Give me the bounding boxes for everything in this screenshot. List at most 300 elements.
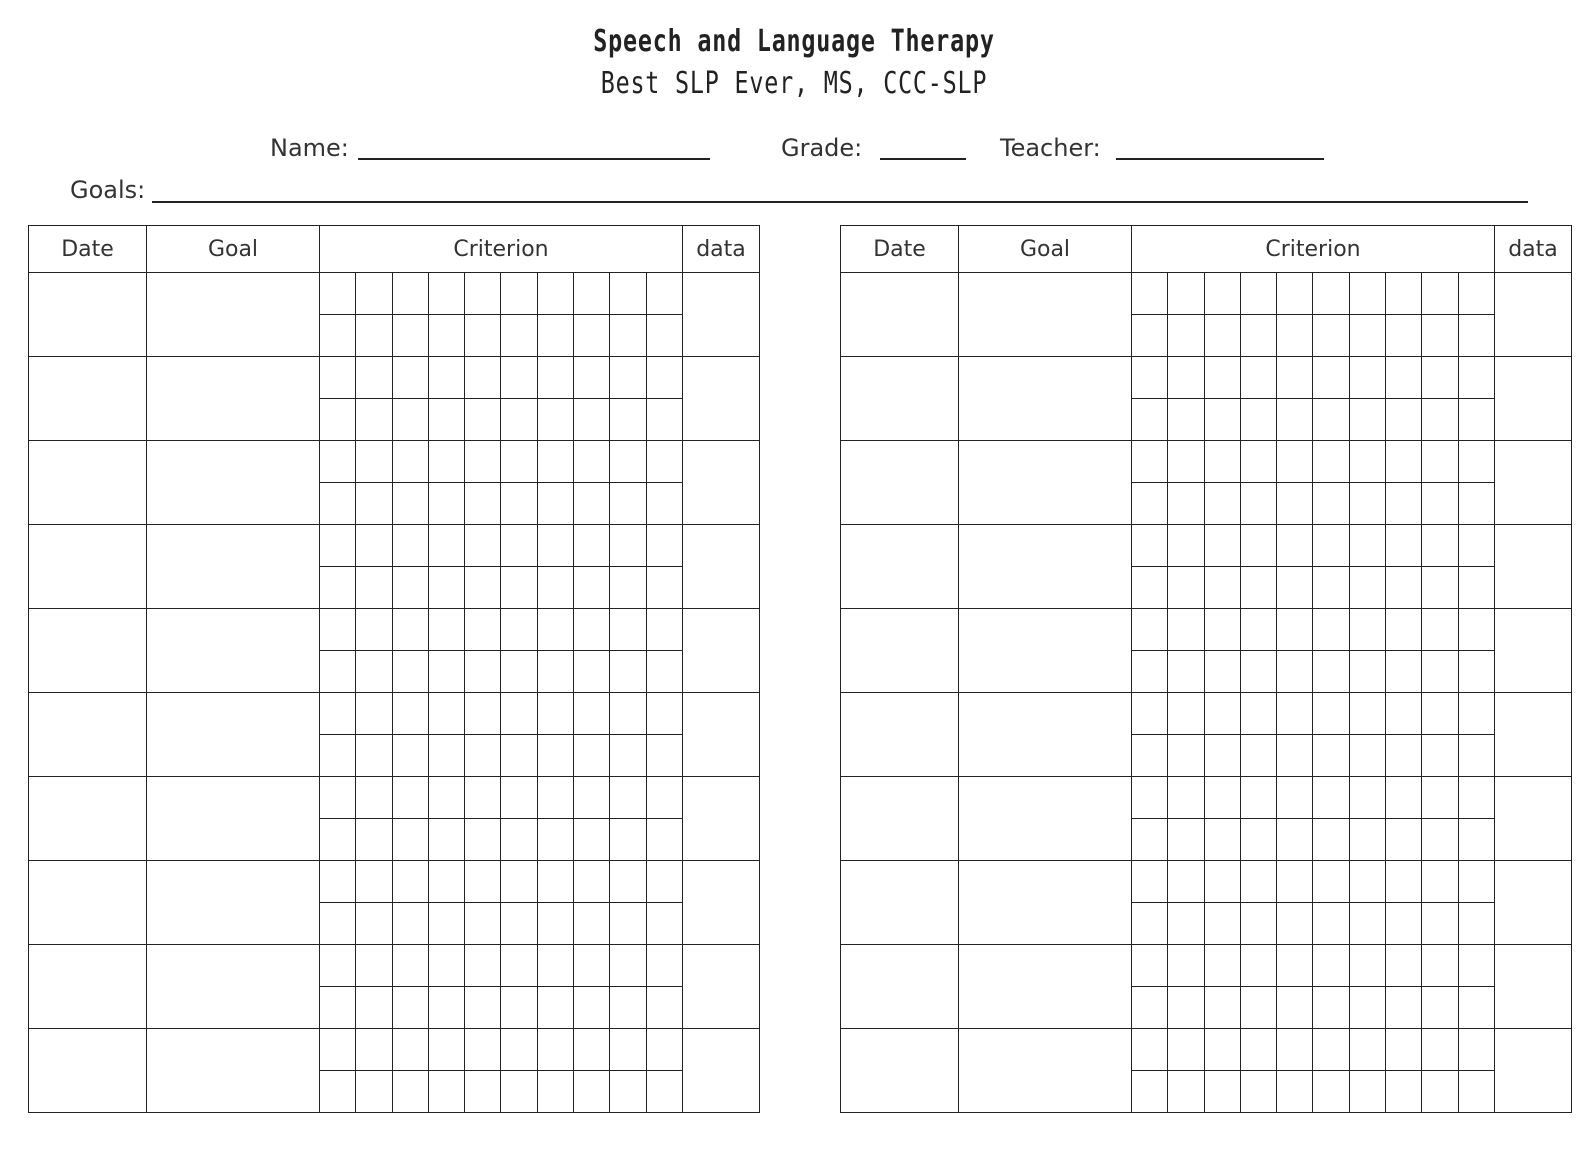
grade-field-line[interactable] [880, 158, 966, 160]
criterion-box[interactable] [537, 567, 573, 609]
criterion-box[interactable] [501, 567, 537, 609]
criterion-box[interactable] [646, 945, 682, 987]
criterion-box[interactable] [1386, 861, 1422, 903]
criterion-box[interactable] [1458, 651, 1494, 693]
criterion-box[interactable] [1313, 441, 1349, 483]
criterion-box[interactable] [1204, 735, 1240, 777]
criterion-box[interactable] [610, 693, 646, 735]
criterion-box[interactable] [1240, 1071, 1276, 1113]
criterion-box[interactable] [1458, 1071, 1494, 1113]
criterion-box[interactable] [1277, 945, 1313, 987]
date-cell[interactable] [841, 525, 959, 609]
goals-field-line[interactable] [152, 201, 1528, 203]
criterion-box[interactable] [1422, 567, 1458, 609]
criterion-box[interactable] [1458, 357, 1494, 399]
criterion-box[interactable] [428, 525, 464, 567]
criterion-box[interactable] [1422, 693, 1458, 735]
criterion-box[interactable] [1349, 1071, 1385, 1113]
data-cell[interactable] [682, 273, 759, 357]
criterion-box[interactable] [392, 735, 428, 777]
criterion-box[interactable] [1313, 651, 1349, 693]
criterion-box[interactable] [356, 1029, 392, 1071]
criterion-box[interactable] [1277, 441, 1313, 483]
criterion-box[interactable] [1168, 1071, 1204, 1113]
data-cell[interactable] [1494, 273, 1571, 357]
criterion-box[interactable] [646, 483, 682, 525]
criterion-box[interactable] [610, 861, 646, 903]
criterion-box[interactable] [428, 903, 464, 945]
criterion-box[interactable] [1168, 273, 1204, 315]
criterion-box[interactable] [1204, 315, 1240, 357]
criterion-box[interactable] [1277, 987, 1313, 1029]
criterion-box[interactable] [392, 273, 428, 315]
criterion-box[interactable] [574, 693, 610, 735]
criterion-box[interactable] [1132, 441, 1168, 483]
criterion-box[interactable] [1386, 777, 1422, 819]
criterion-box[interactable] [1349, 903, 1385, 945]
criterion-box[interactable] [1240, 399, 1276, 441]
criterion-box[interactable] [320, 483, 356, 525]
criterion-box[interactable] [428, 1071, 464, 1113]
criterion-box[interactable] [320, 945, 356, 987]
criterion-box[interactable] [1422, 273, 1458, 315]
criterion-box[interactable] [356, 357, 392, 399]
criterion-box[interactable] [537, 1029, 573, 1071]
criterion-box[interactable] [1132, 861, 1168, 903]
criterion-box[interactable] [1422, 525, 1458, 567]
data-cell[interactable] [1494, 441, 1571, 525]
criterion-box[interactable] [501, 1029, 537, 1071]
criterion-box[interactable] [356, 1071, 392, 1113]
criterion-box[interactable] [356, 651, 392, 693]
criterion-box[interactable] [1422, 315, 1458, 357]
criterion-box[interactable] [610, 735, 646, 777]
criterion-box[interactable] [356, 441, 392, 483]
criterion-box[interactable] [1168, 567, 1204, 609]
criterion-box[interactable] [1240, 861, 1276, 903]
criterion-box[interactable] [1313, 819, 1349, 861]
data-cell[interactable] [1494, 777, 1571, 861]
criterion-box[interactable] [1132, 945, 1168, 987]
date-cell[interactable] [29, 441, 147, 525]
criterion-box[interactable] [356, 945, 392, 987]
criterion-box[interactable] [574, 735, 610, 777]
data-cell[interactable] [682, 441, 759, 525]
criterion-box[interactable] [1204, 567, 1240, 609]
criterion-box[interactable] [610, 945, 646, 987]
date-cell[interactable] [841, 609, 959, 693]
criterion-box[interactable] [537, 1071, 573, 1113]
goal-cell[interactable] [959, 945, 1132, 1029]
criterion-box[interactable] [428, 987, 464, 1029]
goal-cell[interactable] [959, 357, 1132, 441]
criterion-box[interactable] [1349, 357, 1385, 399]
criterion-box[interactable] [1204, 903, 1240, 945]
criterion-box[interactable] [465, 357, 501, 399]
criterion-box[interactable] [1349, 819, 1385, 861]
criterion-box[interactable] [465, 525, 501, 567]
criterion-box[interactable] [356, 861, 392, 903]
criterion-box[interactable] [1458, 777, 1494, 819]
criterion-box[interactable] [646, 441, 682, 483]
criterion-box[interactable] [356, 567, 392, 609]
criterion-box[interactable] [1313, 273, 1349, 315]
data-cell[interactable] [682, 945, 759, 1029]
criterion-box[interactable] [1386, 399, 1422, 441]
criterion-box[interactable] [1313, 1029, 1349, 1071]
criterion-box[interactable] [1458, 609, 1494, 651]
criterion-box[interactable] [1240, 357, 1276, 399]
criterion-box[interactable] [574, 483, 610, 525]
date-cell[interactable] [29, 693, 147, 777]
criterion-box[interactable] [1386, 315, 1422, 357]
criterion-box[interactable] [610, 651, 646, 693]
criterion-box[interactable] [356, 609, 392, 651]
criterion-box[interactable] [392, 987, 428, 1029]
criterion-box[interactable] [428, 945, 464, 987]
criterion-box[interactable] [465, 945, 501, 987]
date-cell[interactable] [841, 861, 959, 945]
criterion-box[interactable] [1132, 273, 1168, 315]
criterion-box[interactable] [1277, 819, 1313, 861]
data-cell[interactable] [1494, 609, 1571, 693]
criterion-box[interactable] [1458, 483, 1494, 525]
criterion-box[interactable] [392, 945, 428, 987]
teacher-field-line[interactable] [1116, 158, 1324, 160]
criterion-box[interactable] [428, 693, 464, 735]
criterion-box[interactable] [1132, 903, 1168, 945]
criterion-box[interactable] [1458, 693, 1494, 735]
criterion-box[interactable] [1168, 399, 1204, 441]
criterion-box[interactable] [574, 651, 610, 693]
criterion-box[interactable] [1132, 357, 1168, 399]
criterion-box[interactable] [320, 399, 356, 441]
criterion-box[interactable] [1458, 399, 1494, 441]
criterion-box[interactable] [501, 315, 537, 357]
criterion-box[interactable] [646, 1029, 682, 1071]
criterion-box[interactable] [610, 987, 646, 1029]
criterion-box[interactable] [610, 903, 646, 945]
criterion-box[interactable] [501, 483, 537, 525]
criterion-box[interactable] [1386, 987, 1422, 1029]
criterion-box[interactable] [574, 1071, 610, 1113]
criterion-box[interactable] [1240, 693, 1276, 735]
criterion-box[interactable] [646, 609, 682, 651]
criterion-box[interactable] [537, 651, 573, 693]
criterion-box[interactable] [356, 777, 392, 819]
criterion-box[interactable] [1386, 525, 1422, 567]
criterion-box[interactable] [1240, 273, 1276, 315]
criterion-box[interactable] [320, 357, 356, 399]
criterion-box[interactable] [392, 525, 428, 567]
criterion-box[interactable] [1458, 273, 1494, 315]
criterion-box[interactable] [1204, 945, 1240, 987]
criterion-box[interactable] [428, 483, 464, 525]
criterion-box[interactable] [320, 651, 356, 693]
criterion-box[interactable] [356, 273, 392, 315]
criterion-box[interactable] [1386, 903, 1422, 945]
data-cell[interactable] [1494, 1029, 1571, 1113]
criterion-box[interactable] [1132, 483, 1168, 525]
criterion-box[interactable] [392, 1029, 428, 1071]
criterion-box[interactable] [320, 609, 356, 651]
criterion-box[interactable] [1313, 777, 1349, 819]
criterion-box[interactable] [1313, 945, 1349, 987]
criterion-box[interactable] [1422, 441, 1458, 483]
criterion-box[interactable] [574, 441, 610, 483]
criterion-box[interactable] [392, 819, 428, 861]
goal-cell[interactable] [147, 693, 320, 777]
criterion-box[interactable] [1386, 651, 1422, 693]
criterion-box[interactable] [1168, 1029, 1204, 1071]
criterion-box[interactable] [1349, 693, 1385, 735]
criterion-box[interactable] [320, 735, 356, 777]
data-cell[interactable] [1494, 861, 1571, 945]
goal-cell[interactable] [959, 861, 1132, 945]
date-cell[interactable] [841, 693, 959, 777]
criterion-box[interactable] [465, 567, 501, 609]
criterion-box[interactable] [428, 1029, 464, 1071]
criterion-box[interactable] [1422, 861, 1458, 903]
goal-cell[interactable] [959, 441, 1132, 525]
data-cell[interactable] [1494, 693, 1571, 777]
criterion-box[interactable] [428, 567, 464, 609]
criterion-box[interactable] [1132, 651, 1168, 693]
data-cell[interactable] [1494, 525, 1571, 609]
criterion-box[interactable] [1386, 735, 1422, 777]
criterion-box[interactable] [646, 357, 682, 399]
data-cell[interactable] [682, 861, 759, 945]
criterion-box[interactable] [1240, 945, 1276, 987]
data-cell[interactable] [682, 609, 759, 693]
criterion-box[interactable] [537, 693, 573, 735]
goal-cell[interactable] [959, 693, 1132, 777]
criterion-box[interactable] [646, 693, 682, 735]
criterion-box[interactable] [1240, 819, 1276, 861]
criterion-box[interactable] [1422, 903, 1458, 945]
criterion-box[interactable] [501, 777, 537, 819]
criterion-box[interactable] [356, 483, 392, 525]
criterion-box[interactable] [1386, 357, 1422, 399]
criterion-box[interactable] [356, 525, 392, 567]
criterion-box[interactable] [1277, 525, 1313, 567]
criterion-box[interactable] [574, 861, 610, 903]
criterion-box[interactable] [1458, 441, 1494, 483]
criterion-box[interactable] [646, 819, 682, 861]
criterion-box[interactable] [501, 273, 537, 315]
criterion-box[interactable] [1240, 483, 1276, 525]
criterion-box[interactable] [428, 273, 464, 315]
criterion-box[interactable] [1386, 483, 1422, 525]
goal-cell[interactable] [959, 1029, 1132, 1113]
criterion-box[interactable] [465, 483, 501, 525]
criterion-box[interactable] [392, 777, 428, 819]
criterion-box[interactable] [1277, 777, 1313, 819]
criterion-box[interactable] [1349, 315, 1385, 357]
criterion-box[interactable] [574, 609, 610, 651]
criterion-box[interactable] [1313, 903, 1349, 945]
criterion-box[interactable] [646, 399, 682, 441]
criterion-box[interactable] [1313, 567, 1349, 609]
date-cell[interactable] [29, 945, 147, 1029]
criterion-box[interactable] [1168, 735, 1204, 777]
data-cell[interactable] [682, 525, 759, 609]
criterion-box[interactable] [1349, 483, 1385, 525]
criterion-box[interactable] [1458, 525, 1494, 567]
criterion-box[interactable] [1204, 987, 1240, 1029]
criterion-box[interactable] [465, 819, 501, 861]
criterion-box[interactable] [356, 735, 392, 777]
criterion-box[interactable] [320, 1029, 356, 1071]
criterion-box[interactable] [428, 609, 464, 651]
goal-cell[interactable] [147, 1029, 320, 1113]
criterion-box[interactable] [1422, 735, 1458, 777]
criterion-box[interactable] [610, 525, 646, 567]
criterion-box[interactable] [537, 735, 573, 777]
criterion-box[interactable] [537, 441, 573, 483]
criterion-box[interactable] [1386, 693, 1422, 735]
criterion-box[interactable] [392, 1071, 428, 1113]
criterion-box[interactable] [320, 525, 356, 567]
criterion-box[interactable] [646, 861, 682, 903]
criterion-box[interactable] [1204, 777, 1240, 819]
criterion-box[interactable] [610, 1071, 646, 1113]
criterion-box[interactable] [1168, 945, 1204, 987]
criterion-box[interactable] [1349, 399, 1385, 441]
criterion-box[interactable] [1132, 735, 1168, 777]
goal-cell[interactable] [147, 441, 320, 525]
criterion-box[interactable] [428, 441, 464, 483]
criterion-box[interactable] [1277, 651, 1313, 693]
criterion-box[interactable] [574, 315, 610, 357]
criterion-box[interactable] [1422, 609, 1458, 651]
criterion-box[interactable] [1386, 609, 1422, 651]
criterion-box[interactable] [428, 315, 464, 357]
criterion-box[interactable] [428, 651, 464, 693]
criterion-box[interactable] [610, 819, 646, 861]
goal-cell[interactable] [959, 273, 1132, 357]
criterion-box[interactable] [320, 903, 356, 945]
criterion-box[interactable] [1313, 693, 1349, 735]
criterion-box[interactable] [1204, 651, 1240, 693]
criterion-box[interactable] [1132, 315, 1168, 357]
criterion-box[interactable] [610, 315, 646, 357]
criterion-box[interactable] [1386, 1071, 1422, 1113]
criterion-box[interactable] [1349, 567, 1385, 609]
criterion-box[interactable] [1240, 735, 1276, 777]
criterion-box[interactable] [537, 399, 573, 441]
criterion-box[interactable] [501, 441, 537, 483]
criterion-box[interactable] [392, 651, 428, 693]
criterion-box[interactable] [1132, 987, 1168, 1029]
criterion-box[interactable] [501, 651, 537, 693]
date-cell[interactable] [841, 945, 959, 1029]
criterion-box[interactable] [646, 903, 682, 945]
criterion-box[interactable] [1313, 483, 1349, 525]
criterion-box[interactable] [392, 441, 428, 483]
criterion-box[interactable] [610, 609, 646, 651]
criterion-box[interactable] [1277, 609, 1313, 651]
criterion-box[interactable] [320, 273, 356, 315]
criterion-box[interactable] [1458, 567, 1494, 609]
criterion-box[interactable] [610, 399, 646, 441]
criterion-box[interactable] [1458, 945, 1494, 987]
criterion-box[interactable] [1313, 609, 1349, 651]
criterion-box[interactable] [501, 987, 537, 1029]
criterion-box[interactable] [646, 525, 682, 567]
criterion-box[interactable] [646, 1071, 682, 1113]
criterion-box[interactable] [320, 777, 356, 819]
criterion-box[interactable] [1422, 819, 1458, 861]
criterion-box[interactable] [392, 357, 428, 399]
goal-cell[interactable] [147, 945, 320, 1029]
criterion-box[interactable] [574, 945, 610, 987]
criterion-box[interactable] [465, 273, 501, 315]
criterion-box[interactable] [1386, 1029, 1422, 1071]
criterion-box[interactable] [392, 609, 428, 651]
criterion-box[interactable] [1204, 357, 1240, 399]
criterion-box[interactable] [1277, 1029, 1313, 1071]
criterion-box[interactable] [428, 777, 464, 819]
criterion-box[interactable] [1458, 1029, 1494, 1071]
criterion-box[interactable] [465, 441, 501, 483]
criterion-box[interactable] [392, 567, 428, 609]
criterion-box[interactable] [537, 903, 573, 945]
criterion-box[interactable] [320, 861, 356, 903]
criterion-box[interactable] [465, 315, 501, 357]
criterion-box[interactable] [465, 987, 501, 1029]
criterion-box[interactable] [356, 903, 392, 945]
criterion-box[interactable] [356, 987, 392, 1029]
criterion-box[interactable] [610, 483, 646, 525]
criterion-box[interactable] [1204, 861, 1240, 903]
criterion-box[interactable] [537, 483, 573, 525]
criterion-box[interactable] [1240, 903, 1276, 945]
criterion-box[interactable] [1168, 819, 1204, 861]
criterion-box[interactable] [465, 861, 501, 903]
criterion-box[interactable] [1386, 567, 1422, 609]
criterion-box[interactable] [1277, 693, 1313, 735]
criterion-box[interactable] [465, 651, 501, 693]
criterion-box[interactable] [320, 987, 356, 1029]
criterion-box[interactable] [501, 525, 537, 567]
criterion-box[interactable] [1240, 987, 1276, 1029]
criterion-box[interactable] [392, 483, 428, 525]
goal-cell[interactable] [147, 609, 320, 693]
criterion-box[interactable] [646, 987, 682, 1029]
criterion-box[interactable] [1277, 1071, 1313, 1113]
criterion-box[interactable] [646, 651, 682, 693]
goal-cell[interactable] [147, 525, 320, 609]
criterion-box[interactable] [1204, 273, 1240, 315]
data-cell[interactable] [682, 1029, 759, 1113]
criterion-box[interactable] [574, 399, 610, 441]
criterion-box[interactable] [320, 315, 356, 357]
date-cell[interactable] [29, 525, 147, 609]
criterion-box[interactable] [1386, 441, 1422, 483]
criterion-box[interactable] [465, 399, 501, 441]
criterion-box[interactable] [537, 819, 573, 861]
goal-cell[interactable] [147, 777, 320, 861]
criterion-box[interactable] [501, 735, 537, 777]
criterion-box[interactable] [1277, 273, 1313, 315]
criterion-box[interactable] [1386, 273, 1422, 315]
criterion-box[interactable] [1422, 483, 1458, 525]
criterion-box[interactable] [501, 861, 537, 903]
criterion-box[interactable] [537, 273, 573, 315]
criterion-box[interactable] [356, 693, 392, 735]
criterion-box[interactable] [646, 273, 682, 315]
